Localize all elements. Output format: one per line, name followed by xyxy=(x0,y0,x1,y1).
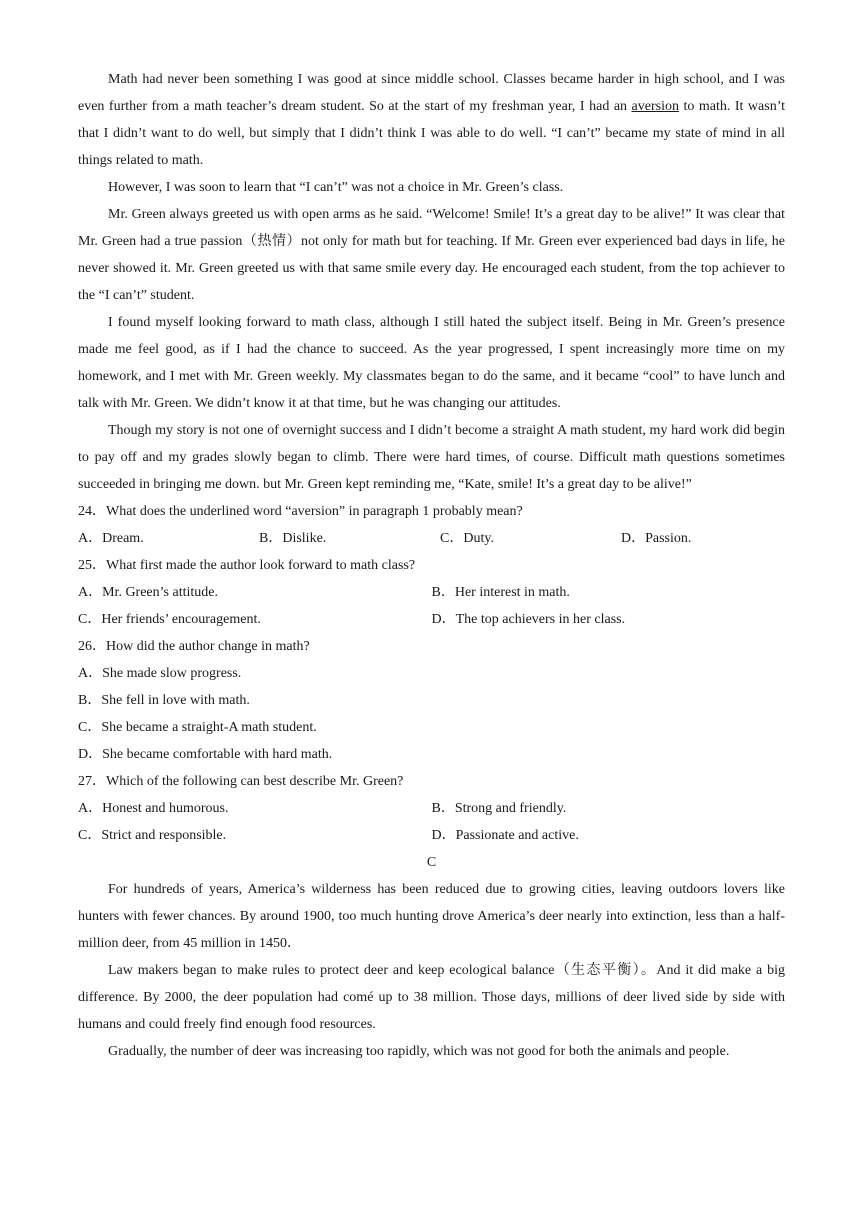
option-a: A．Honest and humorous. xyxy=(78,801,229,816)
question-27-options-row-2 xyxy=(78,822,785,849)
question-24-stem: 24．What does the underlined word “aversion” in paragraph 1 probably mean? xyxy=(78,504,523,519)
option-a: A．She made slow progress. xyxy=(78,666,242,681)
passage-b-paragraph-3: Mr. Green always greeted us with open arms as he said. “Welcome! Smile! It’s a great day to be alive!” It was clear that Mr. Green had a true passion（热情）not only for math but for teaching. If Mr. Green ever experienced bad days in life, he never showed it. Mr. Green greeted us with that same smile every day. He encouraged each student, from the top achiever to the “I can’t” student. xyxy=(78,207,785,303)
option-b: B．She fell in love with math. xyxy=(78,693,250,708)
underlined-word: aversion xyxy=(631,99,679,114)
option-d: D．The top achievers in her class. xyxy=(431,612,626,627)
passage-b-paragraph-5: Though my story is not one of overnight success and I didn’t become a straight A math student, my hard work did begin to pay off and my grades slowly began to climb. There were hard times, of course. Difficult math questions sometimes succeeded in bringing me down. but Mr. Green kept reminding me, “Kate, smile! It’s a great day to be alive!” xyxy=(78,423,785,492)
option-d: D．She became comfortable with hard math. xyxy=(78,747,333,762)
option-b: B．Her interest in math. xyxy=(431,585,570,600)
passage-b-paragraph-2: However, I was soon to learn that “I can’t” was not a choice in Mr. Green’s class. xyxy=(108,180,564,195)
option-c: C．Duty. xyxy=(440,531,494,546)
question-27-stem: 27．Which of the following can best describe Mr. Green? xyxy=(78,774,404,789)
option-a: A．Mr. Green’s attitude. xyxy=(78,585,218,600)
paragraph-text: to math. It wasn’t that I didn’t want to do well, but simply that I didn’t think I was able to do well. “I can’t” became my state of mind in all things related to math. xyxy=(78,99,786,168)
option-b: B．Dislike. xyxy=(259,531,327,546)
passage-c-paragraph-3: Gradually, the number of deer was increasing too rapidly, which was not good for both the animals and people. xyxy=(108,1044,730,1059)
exam-page xyxy=(78,66,785,1065)
question-26-stem: 26．How did the author change in math? xyxy=(78,639,310,654)
passage-c-paragraph-1: For hundreds of years, America’s wilderness has been reduced due to growing cities, leaving outdoors lovers like hunters with fewer chances. By around 1900, too much hunting drove America’s deer nearly into extinction, less than a half-million deer, from 45 million in 1450． xyxy=(78,882,785,951)
question-24-options xyxy=(78,525,785,552)
option-d: D．Passionate and active. xyxy=(431,828,579,843)
option-a: A．Dream. xyxy=(78,531,144,546)
option-c: C．She became a straight-A math student. xyxy=(78,720,317,735)
option-b: B．Strong and friendly. xyxy=(431,801,567,816)
passage-b-paragraph-1 xyxy=(78,66,785,174)
option-d: D．Passion. xyxy=(621,531,692,546)
passage-c-heading: C xyxy=(426,855,437,870)
question-27-options-row-1 xyxy=(78,795,785,822)
option-c: C．Strict and responsible. xyxy=(78,828,227,843)
question-25-options-row-2 xyxy=(78,606,785,633)
paragraph-text: Math had never been something I was good at since middle school. Classes became harder in high school, and I was even further from a math teacher’s dream student. So at the start of my freshman year, I had an xyxy=(78,72,785,114)
passage-b-paragraph-4: I found myself looking forward to math class, although I still hated the subject itself. Being in Mr. Green’s presence made me feel good, as if I had the chance to succeed. As the year progressed, I spent increasingly more time on my homework, and I met with Mr. Green weekly. My classmates began to do the same, and it became “cool” to have lunch and talk with Mr. Green. We didn’t know it at that time, but he was changing our attitudes. xyxy=(78,315,785,411)
passage-c-paragraph-2: Law makers began to make rules to protect deer and keep ecological balance（生态平衡）。And it did make a big difference. By 2000, the deer population had comé up to 38 million. Those days, millions of deer lived side by side with humans and could freely find enough food resources. xyxy=(78,963,785,1032)
question-25-options-row-1 xyxy=(78,579,785,606)
question-25-stem: 25．What first made the author look forward to math class? xyxy=(78,558,416,573)
option-c: C．Her friends’ encouragement. xyxy=(78,612,261,627)
